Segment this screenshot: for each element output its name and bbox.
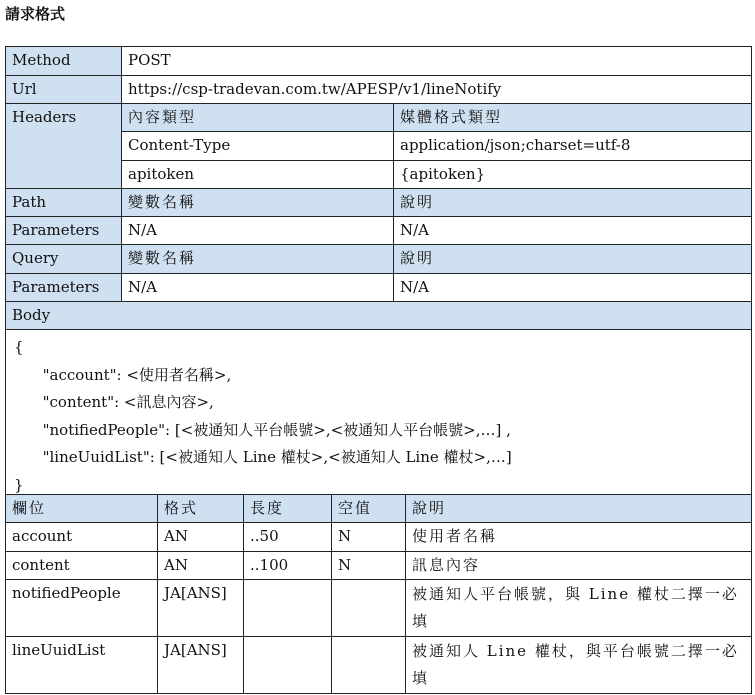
field-name: lineUuidList [6, 637, 158, 694]
query-name-value: N/A [122, 274, 394, 302]
field-length: ..50 [244, 523, 332, 552]
field-length [244, 637, 332, 694]
table-row [6, 580, 752, 637]
body-json [6, 330, 752, 500]
path-desc-value: N/A [394, 217, 752, 245]
field-length [244, 580, 332, 637]
header-name: apitoken [122, 161, 394, 189]
header-value: application/json;charset=utf-8 [394, 132, 752, 161]
header-value: {apitoken} [394, 161, 752, 189]
body-line: "notifiedPeople": [<被通知人平台帳號>,<被通知人平台帳號>,…] , [14, 420, 511, 439]
field-null [332, 580, 406, 637]
field-desc: 被通知人平台帳號，與 Line 權杖二擇一必填 [406, 580, 752, 637]
body-line: "content": <訊息內容>, [14, 393, 214, 411]
query-col-desc: 說明 [394, 245, 752, 274]
field-format: AN [158, 523, 244, 552]
field-name: account [6, 523, 158, 552]
url-value: https://csp-tradevan.com.tw/APESP/v1/lineNotify [122, 76, 752, 104]
field-format: AN [158, 552, 244, 580]
path-col-desc: 說明 [394, 189, 752, 217]
field-name: content [6, 552, 158, 580]
field-null: N [332, 552, 406, 580]
col-desc: 說明 [406, 495, 752, 523]
body-line: } [14, 475, 24, 494]
field-format: JA[ANS] [158, 580, 244, 637]
query-params-label-2: Parameters [6, 274, 122, 302]
table-row [6, 523, 752, 552]
field-null: N [332, 523, 406, 552]
body-fields-table [5, 494, 752, 694]
query-col-name: 變數名稱 [122, 245, 394, 274]
col-field: 欄位 [6, 495, 158, 523]
headers-label: Headers [6, 104, 122, 189]
body-line: "account": <使用者名稱>, [14, 365, 232, 384]
section-title: 請求格式 [5, 5, 66, 23]
headers-col-media-type: 媒體格式類型 [394, 104, 752, 132]
query-desc-value: N/A [394, 274, 752, 302]
field-desc: 被通知人 Line 權杖，與平台帳號二擇一必填 [406, 637, 752, 694]
table-row [6, 552, 752, 580]
col-null: 空值 [332, 495, 406, 523]
col-format: 格式 [158, 495, 244, 523]
query-params-label: Query [6, 245, 122, 274]
body-line: "lineUuidList": [<被通知人 Line 權杖>,<被通知人 Line 權杖>,…] [14, 448, 512, 466]
headers-col-content-type: 內容類型 [122, 104, 394, 132]
field-name: notifiedPeople [6, 580, 158, 637]
field-desc: 使用者名稱 [406, 523, 752, 552]
request-format-table [5, 46, 752, 500]
path-params-label: Path [6, 189, 122, 217]
body-line: { [14, 338, 24, 356]
path-col-name: 變數名稱 [122, 189, 394, 217]
field-desc: 訊息內容 [406, 552, 752, 580]
field-format: JA[ANS] [158, 637, 244, 694]
header-name: Content-Type [122, 132, 394, 161]
field-length: ..100 [244, 552, 332, 580]
path-name-value: N/A [122, 217, 394, 245]
body-label: Body [6, 302, 752, 330]
col-length: 長度 [244, 495, 332, 523]
method-label: Method [6, 47, 122, 76]
method-value: POST [122, 47, 752, 76]
url-label: Url [6, 76, 122, 104]
path-params-label-2: Parameters [6, 217, 122, 245]
field-null [332, 637, 406, 694]
table-row [6, 637, 752, 694]
